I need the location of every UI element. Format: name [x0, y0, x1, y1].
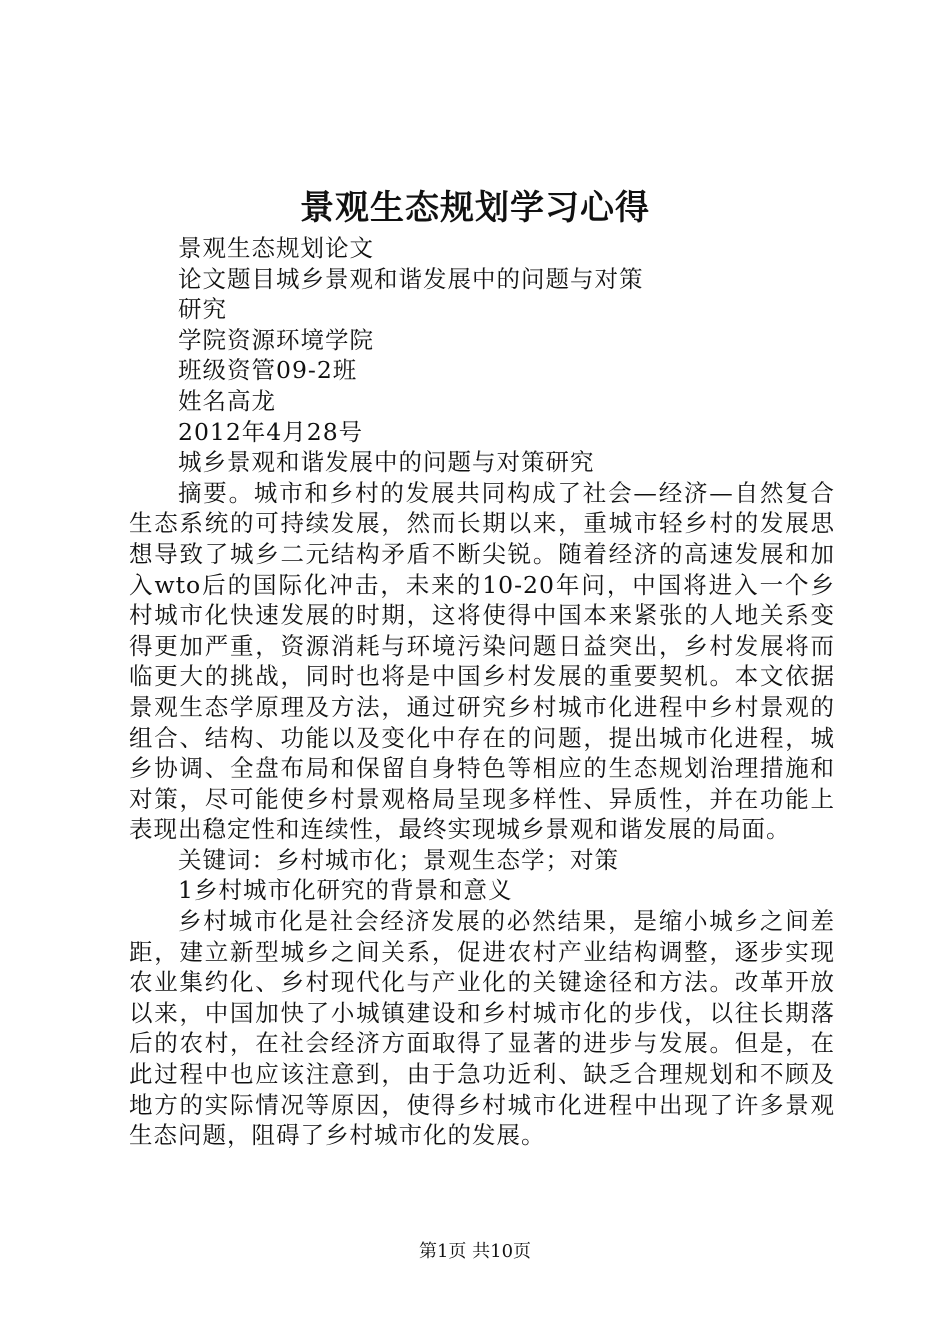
- section-heading: 1乡村城市化研究的背景和意义: [178, 876, 513, 905]
- paper-type-line: 景观生态规划论文: [178, 234, 374, 262]
- abstract-paragraph: 摘要。城市和乡村的发展共同构成了社会—经济—自然复合生态系统的可持续发展，然而长期以来，重城市轻乡村的发展思想导致了城乡二元结构矛盾不断尖锐。随着经济的高速发展和加入wto后的国际化冲击，未来的10-20年问，中国将进入一个乡村城市化快速发展的时期，这将使得中国本来紧张的人地关系变得更加严重，资源消耗与环境污染问题日益突出，乡村发展将而临更大的挑战，同时也将是中国乡村发展的重要契机。本文依据景观生态学原理及方法，通过研究乡村城市化进程中乡村景观的组合、结构、功能以及变化中存在的问题，提出城市化进程，城乡协调、全盘布局和保留自身特色等相应的生态规划治理措施和对策，尽可能使乡村景观格局呈现多样性、异质性，并在功能上表现出稳定性和连续性，最终实现城乡景观和谐发展的局面。: [129, 478, 835, 844]
- college-line: 学院资源环境学院: [178, 325, 374, 354]
- document-body: [129, 233, 835, 1151]
- document-title: 景观生态规划学习心得: [300, 188, 650, 228]
- paper-title-line: 论文题目城乡景观和谐发展中的问题与对策: [178, 264, 644, 293]
- author-line: 姓名高龙: [178, 386, 276, 415]
- subtitle-line: 城乡景观和谐发展中的问题与对策研究: [178, 448, 595, 477]
- section-paragraph: 乡村城市化是社会经济发展的必然结果，是缩小城乡之间差距，建立新型城乡之间关系，促进农村产业结构调整，逐步实现农业集约化、乡村现代化与产业化的关键途径和方法。改革开放以来，中国加快了小城镇建设和乡村城市化的步伐，以往长期落后的农村，在社会经济方面取得了显著的进步与发展。但是，在此过程中也应该注意到，由于急功近利、缺乏合理规划和不顾及地方的实际情况等原因，使得乡村城市化进程中出现了许多景观生态问题，阻碍了乡村城市化的发展。: [129, 907, 835, 1150]
- paper-title-continuation: 研究: [178, 295, 227, 324]
- date-line: 2012年4月28号: [178, 417, 364, 446]
- class-line: 班级资管09-2班: [178, 356, 358, 385]
- keywords-line: 关键词：乡村城市化；景观生态学；对策: [178, 845, 619, 874]
- page-number-footer: 第1页 共10页: [418, 1241, 532, 1262]
